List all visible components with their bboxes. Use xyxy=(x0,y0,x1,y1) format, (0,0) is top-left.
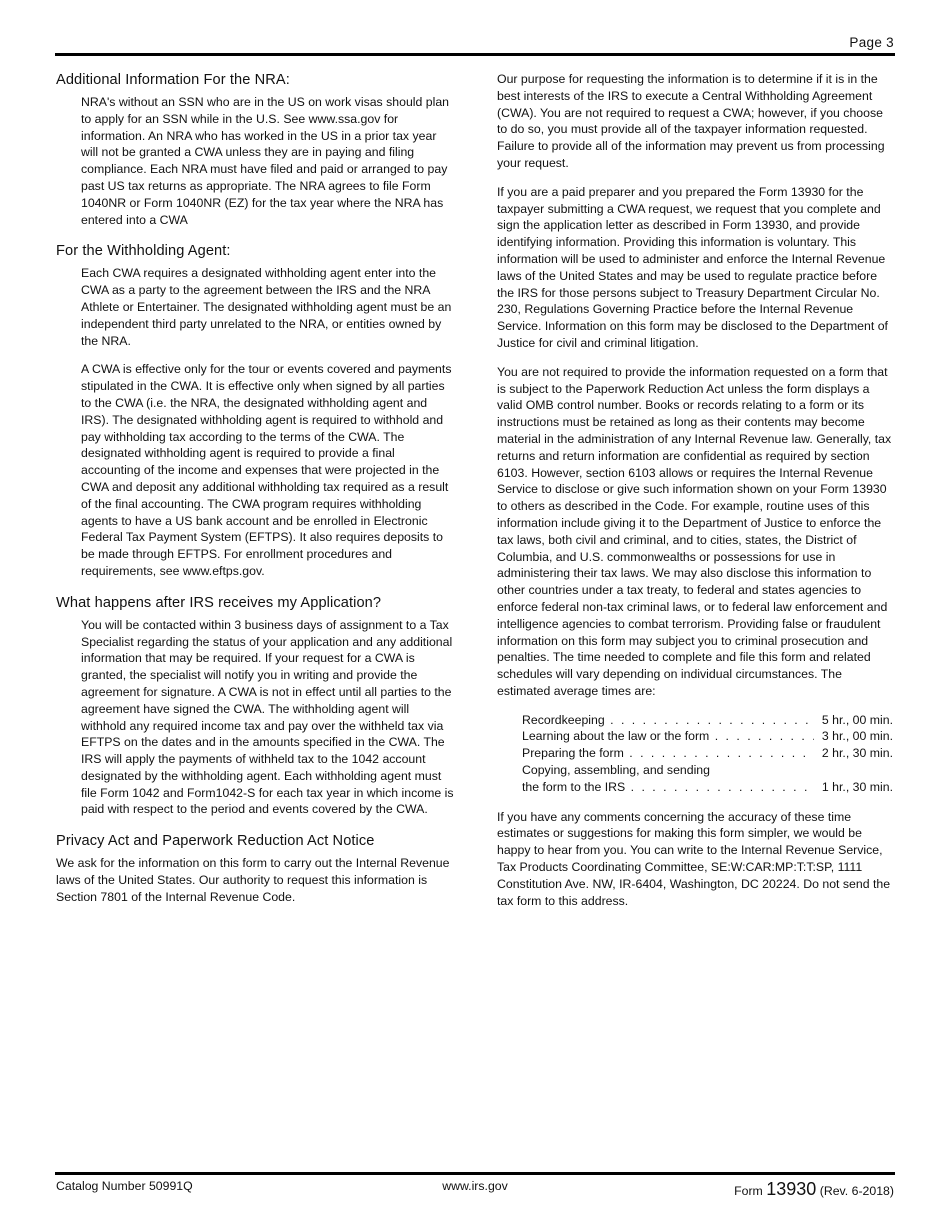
time-value: 5 hr., 00 min. xyxy=(821,712,893,727)
time-row-copying-line-1 xyxy=(522,762,893,779)
time-label: Learning about the law or the form . . . xyxy=(522,728,814,745)
footer-rule xyxy=(55,1172,895,1175)
after-application-text: You will be contacted within 3 business days of assignment to a Tax Specialist regarding the status of your application and any additional information that may be required. If your request for a CWA is granted, the specialist will notify you in writing and provide the agreement for signature. A CWA is not in effect until all parties to the agreement have signed the CWA. The withholding agent will withhold any required income tax and pay over the withheld tax via EFTPS on the dates and in the amounts specified in the CWA. The IRS will apply the payments of withheld tax to the 1042 account designated by the withholding agent. Each withholding agent must file Form 1042 and Form1042-S for each tax year in which income is paid with respect to the period and events covered by the CWA. xyxy=(81,617,454,817)
header-rule xyxy=(55,53,895,56)
website: www.irs.gov xyxy=(442,1179,508,1193)
time-label: the form to the IRS . . . xyxy=(522,779,814,796)
nra-text: NRA's without an SSN who are in the US on work visas should plan to apply for an SSN while in the U.S. See www.ssa.gov for information. An NRA who has worked in the US in a prior tax year will not be granted a CWA unless they are in paying and filing compliance. Each NRA must have filed and paid or arranged to pay past US tax returns as appropriate. The NRA agrees to file Form 1040NR or Form 1040NR (EZ) for the tax year where the NRA has entered into a CWA xyxy=(81,95,450,227)
withholding-agent-heading: For the Withholding Agent: xyxy=(56,243,231,260)
paid-preparer-paragraph: If you are a paid preparer and you prepared the Form 13930 for the taxpayer submitting a CWA request, we request that you complete and sign the application letter as described in Form 13930, and provide identifying information. Providing this information is voluntary. This information will be used to administer and enforce the Internal Revenue laws of the United States and may be used to regulate practice before the IRS for those persons subject to Treasury Department Circular No. 230, Regulations Governing Practice before the Internal Revenue Service. Information on this form may be disclosed to the Department of Justice for civil and criminal litigation. xyxy=(497,184,888,350)
form-word: Form xyxy=(734,1184,763,1198)
paperwork-paragraph: You are not required to provide the information requested on a form that is subject to the Paperwork Reduction Act unless the form displays a valid OMB control number. Books or records relating to a form or its instructions must be retained as long as their contents may become material in the administration of any Internal Revenue law. Generally, tax returns and return information are confidential as required by section 6103. However, section 6103 allows or requires the Internal Revenue Service to disclose or give such information shown on your Form 13930 to others as described in the Code. For example, routine uses of this information include giving it to the Department of Justice to enforce the tax laws, both civil and criminal, and to cities, states, the District of Columbia, and U.S. commonwealths or possessions for use in administering their tax laws. We may also disclose this information to other countries under a tax treaty, to federal and states agencies to enforce federal non-tax criminal laws, or to federal law enforcement and intelligence agencies to combat terrorism. Providing false or fraudulent information on this form may subject you to criminal prosecution and penalties. The time needed to complete and file this form and related schedules will vary depending on individual circumstances. The estimated average times are: xyxy=(497,364,892,698)
time-value: 2 hr., 30 min. xyxy=(821,746,893,761)
nra-section xyxy=(56,71,454,228)
after-application-heading: What happens after IRS receives my Application? xyxy=(56,594,382,611)
left-column xyxy=(56,71,454,920)
purpose-paragraph: Our purpose for requesting the information is to determine if it is in the best interests of the IRS to execute a Central Withholding Agreement (CWA). You are not required to request a CWA; however, if you choose to do so, you must provide all of the taxpayer information requested. Failure to provide all of the information may prevent us from processing your request. xyxy=(497,72,885,170)
time-row-preparing xyxy=(522,745,893,762)
privacy-heading: Privacy Act and Paperwork Reduction Act Notice xyxy=(56,833,375,850)
time-label: Copying, assembling, and sending xyxy=(522,763,710,778)
form-number: 13930 xyxy=(766,1179,817,1199)
page-number: Page 3 xyxy=(849,35,894,50)
withholding-agent-section xyxy=(56,242,454,579)
right-column xyxy=(497,71,895,921)
estimated-times-list xyxy=(522,712,893,796)
privacy-section xyxy=(56,832,454,905)
time-row-copying xyxy=(522,779,893,796)
time-value: 1 hr., 30 min. xyxy=(821,779,893,794)
time-row-recordkeeping xyxy=(522,712,893,729)
nra-heading: Additional Information For the NRA: xyxy=(56,72,290,88)
form-revision: (Rev. 6-2018) xyxy=(819,1184,894,1198)
withholding-agent-paragraph-1: Each CWA requires a designated withholding agent enter into the CWA as a party to the agreement between the IRS and the NRA Athlete or Entertainer. The designated withholding agent must be an independent third party unrelated to the NRA, or entities owned by the NRA. xyxy=(81,266,452,348)
form-identifier xyxy=(734,1179,894,1200)
time-row-learning xyxy=(522,728,893,745)
comments-paragraph: If you have any comments concerning the accuracy of these time estimates or suggestions for making this form simpler, we would be happy to hear from you. You can write to the Internal Revenue Service, Tax Products Coordinating Committee, SE:W:CAR:MP:T:T:SP, 1111 Constitution Ave. NW, IR-6404, Washington, DC 20224. Do not send the tax form to this address. xyxy=(497,809,891,908)
withholding-agent-paragraph-2: A CWA is effective only for the tour or events covered and payments stipulated in the CWA. It is effective only when signed by all parties to the CWA (i.e. the NRA, the designated withholding agent and IRS). The designated withholding agent is required to withhold and pay withholding tax according to the terms of the CWA. The designated withholding agent is required to provide a final accounting of the income and expenses that were projected in the CWA and deposit any additional withholding tax required as a result of the final accounting. The CWA program requires withholding agents to have a US bank account and be enrolled in Electronic Federal Tax Payment System (EFTPS). It also requires deposits to be made through EFTPS. For enrollment procedures and requirements, see www.eftps.gov. xyxy=(81,362,452,578)
time-value: 3 hr., 00 min. xyxy=(821,729,893,744)
time-label: Recordkeeping . . . xyxy=(522,712,814,729)
time-label: Preparing the form . . . xyxy=(522,745,814,762)
catalog-number: Catalog Number 50991Q xyxy=(56,1179,193,1193)
privacy-text: We ask for the information on this form to carry out the Internal Revenue laws of the United States. Our authority to request this information is Section 7801 of the Internal Revenue Code. xyxy=(56,856,450,904)
after-application-section xyxy=(56,594,454,819)
